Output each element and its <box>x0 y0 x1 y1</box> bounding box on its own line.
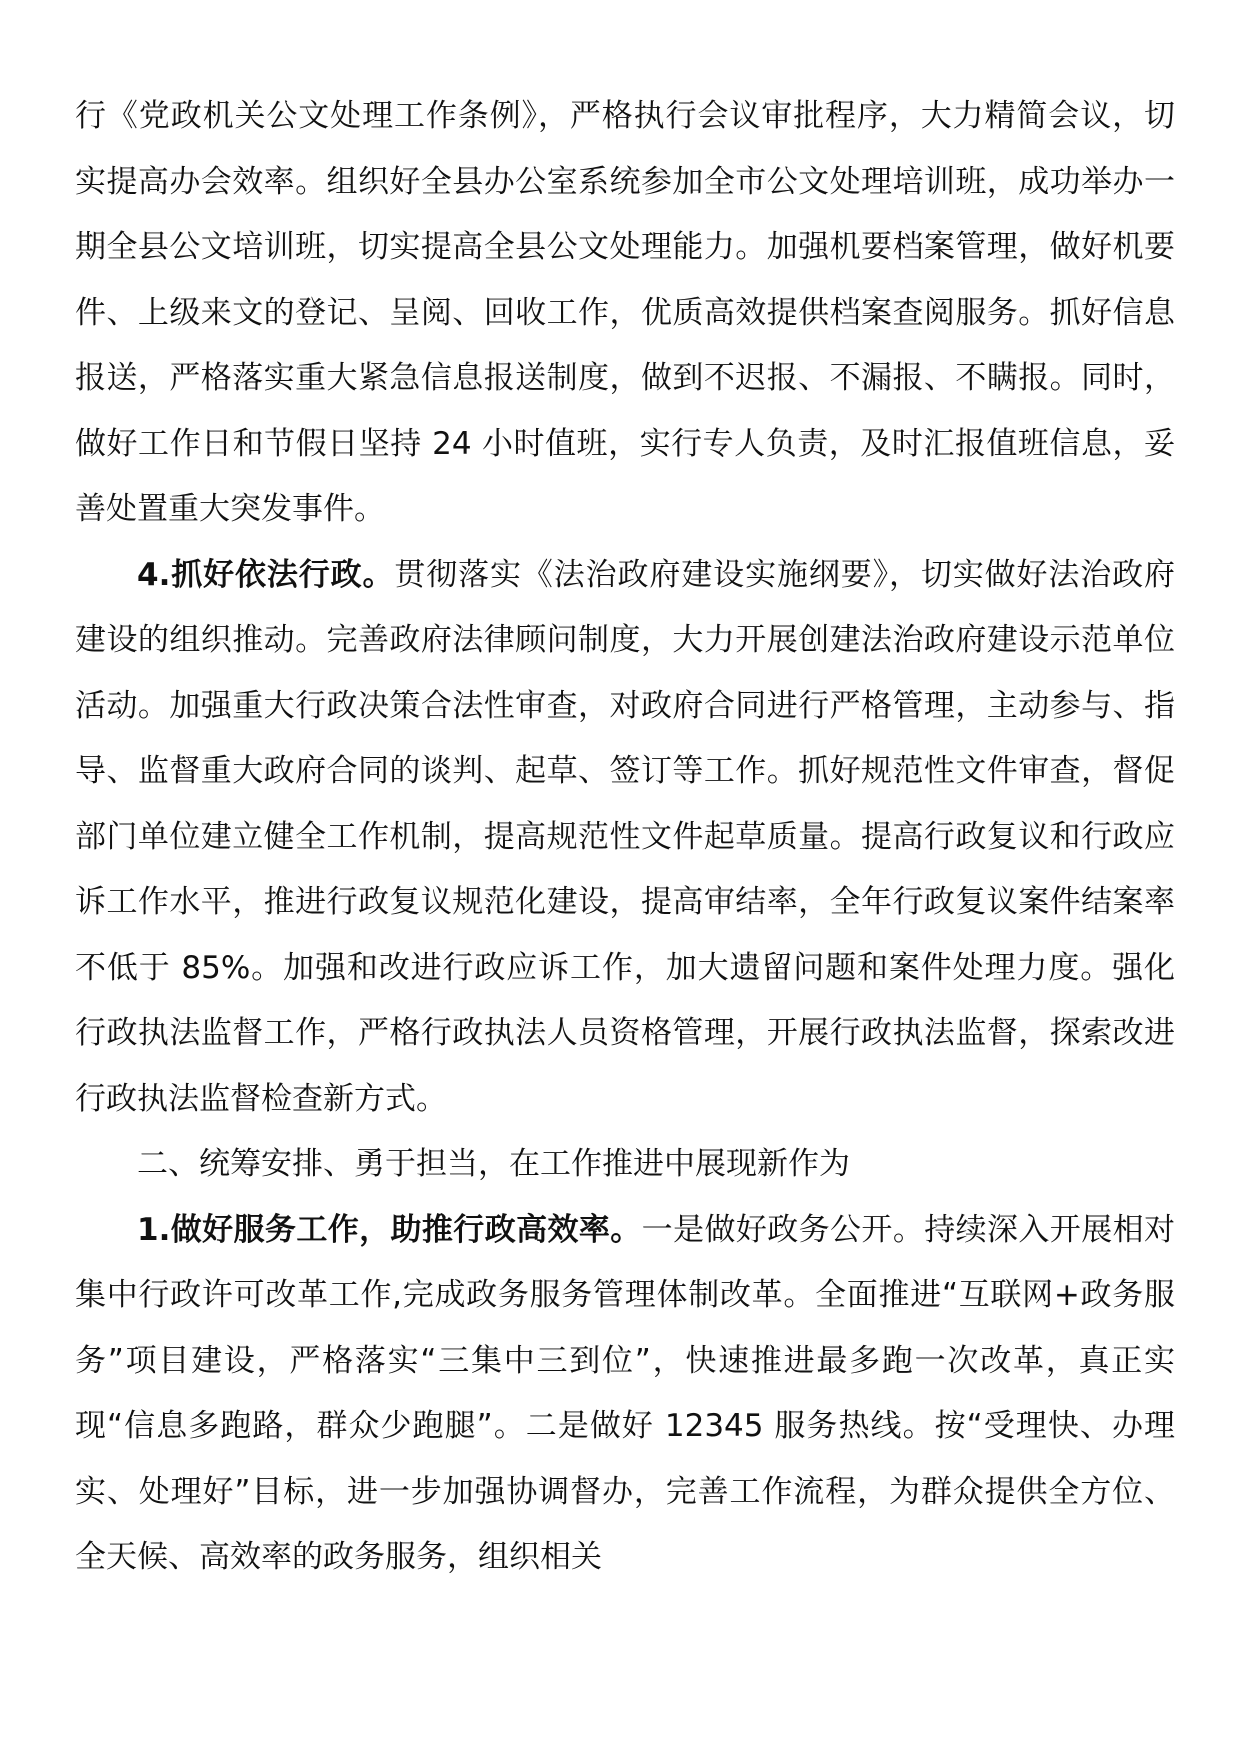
paragraph-service-work <box>75 1198 1175 1591</box>
paragraph-lead-heading: 4.抓好依法行政。 <box>137 556 395 593</box>
paragraph-rule-of-law <box>75 543 1175 1133</box>
section-heading <box>75 1132 1175 1198</box>
paragraph-continued <box>75 84 1175 543</box>
paragraph-text: 贯彻落实《法治政府建设实施纲要》，切实做好法治政府建设的组织推动。完善政府法律顾问制度，大力开展创建法治政府建设示范单位活动。加强重大行政决策合法性审查，对政府合同进行严格管理，主动参与、指导、监督重大政府合同的谈判、起草、签订等工作。抓好规范性文件审查，督促部门单位建立健全工作机制，提高规范性文件起草质量。提高行政复议和行政应诉工作水平，推进行政复议规范化建设，提高审结率，全年行政复议案件结案率不低于 85%。加强和改进行政应诉工作，加大遗留问题和案件处理力度。强化行政执法监督工作，严格行政执法人员资格管理，开展行政执法监督，探索改进行政执法监督检查新方式。 <box>75 556 1175 1117</box>
paragraph-text: 一是做好政务公开。持续深入开展相对集中行政许可改革工作,完成政务服务管理体制改革。全面推进“互联网+政务服务”项目建设，严格落实“三集中三到位”，快速推进最多跑一次改革，真正实现“信息多跑路，群众少跑腿”。二是做好 12345 服务热线。按“受理快、办理实、处理好”目标，进一步加强协调督办，完善工作流程，为群众提供全方位、全天候、高效率的政务服务，组织相关 <box>75 1211 1175 1575</box>
paragraph-text: 行《党政机关公文处理工作条例》，严格执行会议审批程序，大力精简会议，切实提高办会效率。组织好全县办公室系统参加全市公文处理培训班，成功举办一期全县公文培训班，切实提高全县公文处理能力。加强机要档案管理，做好机要件、上级来文的登记、呈阅、回收工作，优质高效提供档案查阅服务。抓好信息报送，严格落实重大紧急信息报送制度，做到不迟报、不漏报、不瞒报。同时，做好工作日和节假日坚持 24 小时值班，实行专人负责，及时汇报值班信息，妥善处置重大突发事件。 <box>75 98 1175 527</box>
document-body <box>75 84 1175 1591</box>
paragraph-lead-heading: 1.做好服务工作，助推行政高效率。 <box>137 1211 642 1248</box>
section-heading-text: 二、统筹安排、勇于担当，在工作推进中展现新作为 <box>137 1146 850 1182</box>
